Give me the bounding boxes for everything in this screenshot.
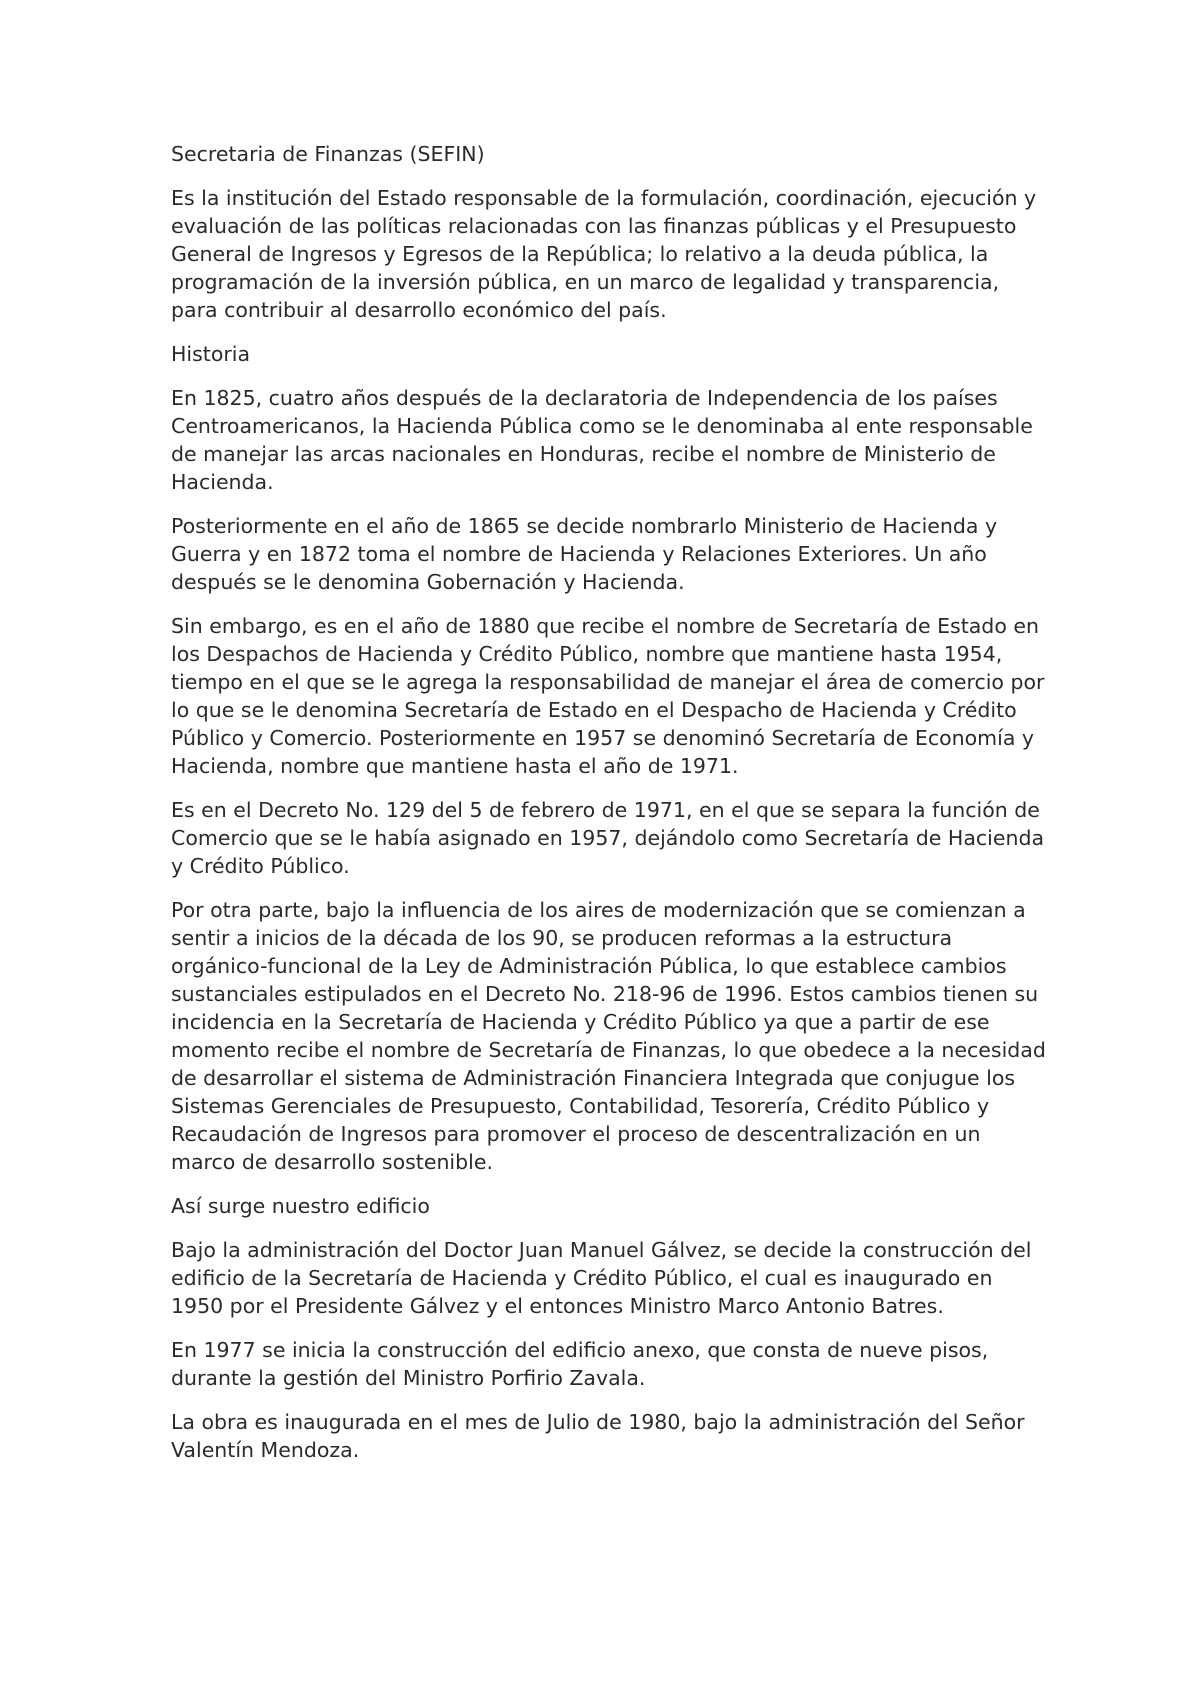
paragraph-1880: Sin embargo, es en el año de 1880 que recibe el nombre de Secretaría de Estado en los Despachos de Hacienda y Crédito Público, nombre que mantiene hasta 1954, tiempo en el que se le agrega la responsabilidad de manejar el área de comercio por lo que se le denomina Secretaría de Estado en el Despacho de Hacienda y Crédito Público y Comercio. Posteriormente en 1957 se denominó Secretaría de Economía y Hacienda, nombre que mantiene hasta el año de 1971.: [171, 614, 1045, 778]
paragraph-1825: En 1825, cuatro años después de la declaratoria de Independencia de los países Centroamericanos, la Hacienda Pública como se le denominaba al ente responsable de manejar las arcas nacionales en Honduras, recibe el nombre de Ministerio de Hacienda.: [171, 386, 1033, 494]
paragraph-1980: La obra es inaugurada en el mes de Julio de 1980, bajo la administración del Señor Valentín Mendoza.: [171, 1410, 1025, 1462]
paragraph-galvez: Bajo la administración del Doctor Juan Manuel Gálvez, se decide la construcción del edificio de la Secretaría de Hacienda y Crédito Público, el cual es inaugurado en 1950 por el Presidente Gálvez y el entonces Ministro Marco Antonio Batres.: [171, 1238, 1032, 1318]
paragraph-1977: En 1977 se inicia la construcción del edificio anexo, que consta de nueve pisos, durante la gestión del Ministro Porfirio Zavala.: [171, 1338, 989, 1390]
paragraph-1865: Posteriormente en el año de 1865 se decide nombrarlo Ministerio de Hacienda y Guerra y en 1872 toma el nombre de Hacienda y Relaciones Exteriores. Un año después se le denomina Gobernación y Hacienda.: [171, 514, 998, 594]
document-page: [171, 140, 1051, 1480]
section-heading-edificio: Así surge nuestro edificio: [171, 1194, 430, 1218]
paragraph-decreto-129: Es en el Decreto No. 129 del 5 de febrero de 1971, en el que se separa la función de Comercio que se le había asignado en 1957, dejándolo como Secretaría de Hacienda y Crédito Público.: [171, 798, 1045, 878]
paragraph-modernizacion: Por otra parte, bajo la influencia de los aires de modernización que se comienzan a sentir a inicios de la década de los 90, se producen reformas a la estructura orgánico-funcional de la Ley de Administración Pública, lo que establece cambios sustanciales estipulados en el Decreto No. 218-96 de 1996. Estos cambios tienen su incidencia en la Secretaría de Hacienda y Crédito Público ya que a partir de ese momento recibe el nombre de Secretaría de Finanzas, lo que obedece a la necesidad de desarrollar el sistema de Administración Financiera Integrada que conjugue los Sistemas Gerenciales de Presupuesto, Contabilidad, Tesorería, Crédito Público y Recaudación de Ingresos para promover el proceso de descentralización en un marco de desarrollo sostenible.: [171, 898, 1046, 1174]
section-heading-historia: Historia: [171, 342, 251, 366]
document-title: Secretaria de Finanzas (SEFIN): [171, 142, 485, 166]
paragraph-mission: Es la institución del Estado responsable de la formulación, coordinación, ejecución y evaluación de las políticas relacionadas con las finanzas públicas y el Presupuesto General de Ingresos y Egresos de la República; lo relativo a la deuda pública, la programación de la inversión pública, en un marco de legalidad y transparencia, para contribuir al desarrollo económico del país.: [171, 186, 1037, 322]
